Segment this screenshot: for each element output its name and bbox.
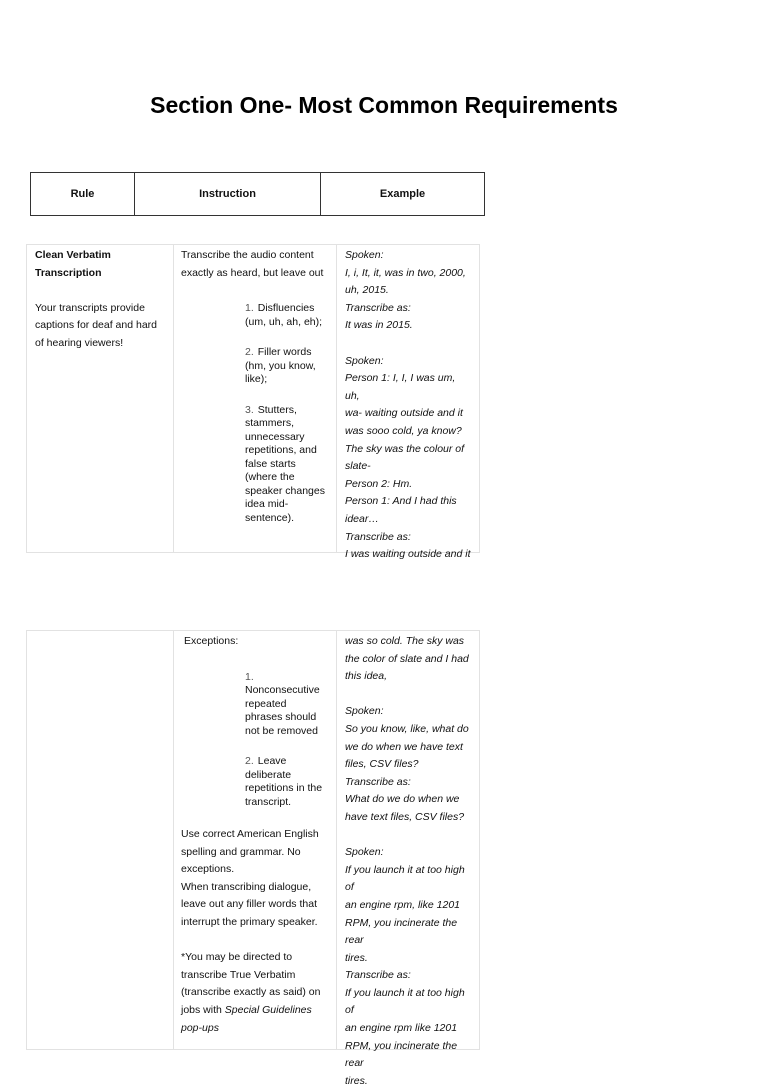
example-line: Spoken:	[345, 354, 384, 367]
special-guidelines-text: Special Guidelines pop-ups	[181, 1004, 312, 1034]
example-line: wa- waiting outside and it	[345, 407, 463, 420]
example-line: was sooo cold, ya know?	[345, 424, 462, 437]
example-line: tires.	[345, 951, 368, 964]
example-line: we do when we have text	[345, 740, 463, 753]
example-cell	[337, 631, 479, 1087]
example-line	[345, 686, 471, 704]
rule-row-continued	[26, 630, 480, 1087]
example-line: Transcribe as:	[345, 775, 411, 788]
example-line: RPM, you incinerate the rear	[345, 916, 458, 947]
example-line: files, CSV files?	[345, 758, 419, 771]
list-item: 2. Leave deliberate repetitions in the transcript.	[245, 755, 323, 808]
rule-name-line-2: Transcription	[35, 266, 102, 279]
example-line: RPM, you incinerate the rear	[345, 1039, 458, 1070]
example-line: Transcribe as:	[345, 530, 411, 543]
example-line: Person 1: And I had this	[345, 495, 457, 508]
example-line: Spoken:	[345, 705, 384, 718]
example-line: tires.	[345, 1074, 368, 1087]
example-line: Person 1: I, I, I was um, uh,	[345, 372, 456, 402]
example-line: I was waiting outside and it	[345, 548, 471, 561]
example-line: If you launch it at too high of	[345, 986, 465, 1017]
header-table	[30, 172, 485, 216]
list-item: 2. Filler words (hm, you know, like);	[245, 346, 316, 386]
exceptions-list	[181, 671, 329, 810]
example-line: was so cold. The sky was	[345, 635, 465, 647]
spelling-rule: Use correct American English spelling and grammar. No exceptions.	[181, 828, 319, 876]
header-example: Example	[379, 188, 426, 200]
example-line	[345, 335, 471, 353]
exceptions-label: Exceptions:	[184, 635, 239, 647]
example-line: this idea,	[345, 670, 388, 683]
rule-name-line-1: Clean Verbatim	[35, 249, 111, 261]
rule-cell	[27, 245, 174, 552]
page-title: Section One- Most Common Requirements	[150, 92, 618, 118]
rule-row-clean-verbatim	[26, 244, 480, 561]
true-verbatim-note: *You may be directed to transcribe True Verbatim (transcribe exactly as said) on jobs with Special Guidelines pop-ups	[181, 951, 321, 1034]
rule-cell	[27, 631, 174, 1049]
rule-description: Your transcripts provide captions for deaf and hard of hearing viewers!	[35, 301, 158, 349]
instruction-intro: Transcribe the audio content exactly as heard, but leave out	[181, 249, 324, 279]
example-cell	[337, 245, 479, 561]
example-line: The sky was the colour of	[345, 442, 465, 455]
example-line: I, i, It, it, was in two, 2000,	[345, 266, 466, 279]
example-line: If you launch it at too high of	[345, 863, 465, 894]
example-line: Transcribe as:	[345, 969, 411, 982]
example-line: uh, 2015.	[345, 284, 389, 297]
example-line	[345, 827, 471, 845]
example-line: Person 2: Hm.	[345, 477, 413, 490]
example-line: Spoken:	[345, 846, 384, 859]
example-line: the color of slate and I had	[345, 652, 469, 665]
example-line: What do we do when we	[345, 793, 460, 806]
example-line: an engine rpm like 1201	[345, 1022, 458, 1035]
instruction-cell	[174, 631, 337, 1049]
omission-list	[181, 302, 329, 525]
example-line: Transcribe as:	[345, 301, 411, 314]
example-line: Spoken:	[345, 249, 384, 261]
example-line: have text files, CSV files?	[345, 810, 465, 823]
dialogue-rule: When transcribing dialogue, leave out any filler words that interrupt the primary speaker.	[181, 880, 318, 929]
list-item: 3. Stutters, stammers, unnecessary repetitions, and false starts (where the speaker changes idea mid-sentence).	[245, 403, 325, 524]
instruction-cell	[174, 245, 337, 552]
example-line: It was in 2015.	[345, 319, 413, 332]
example-line: slate-	[345, 460, 371, 473]
list-item: 1. Disfluencies (um, uh, ah, eh);	[245, 302, 323, 328]
header-rule: Rule	[31, 173, 135, 215]
header-instruction: Instruction	[135, 173, 321, 215]
example-line: idear…	[345, 512, 379, 525]
example-line: an engine rpm, like 1201	[345, 898, 460, 911]
list-item: 1. Nonconsecutive repeated phrases should not be removed	[245, 670, 320, 737]
example-line: So you know, like, what do	[345, 722, 469, 735]
